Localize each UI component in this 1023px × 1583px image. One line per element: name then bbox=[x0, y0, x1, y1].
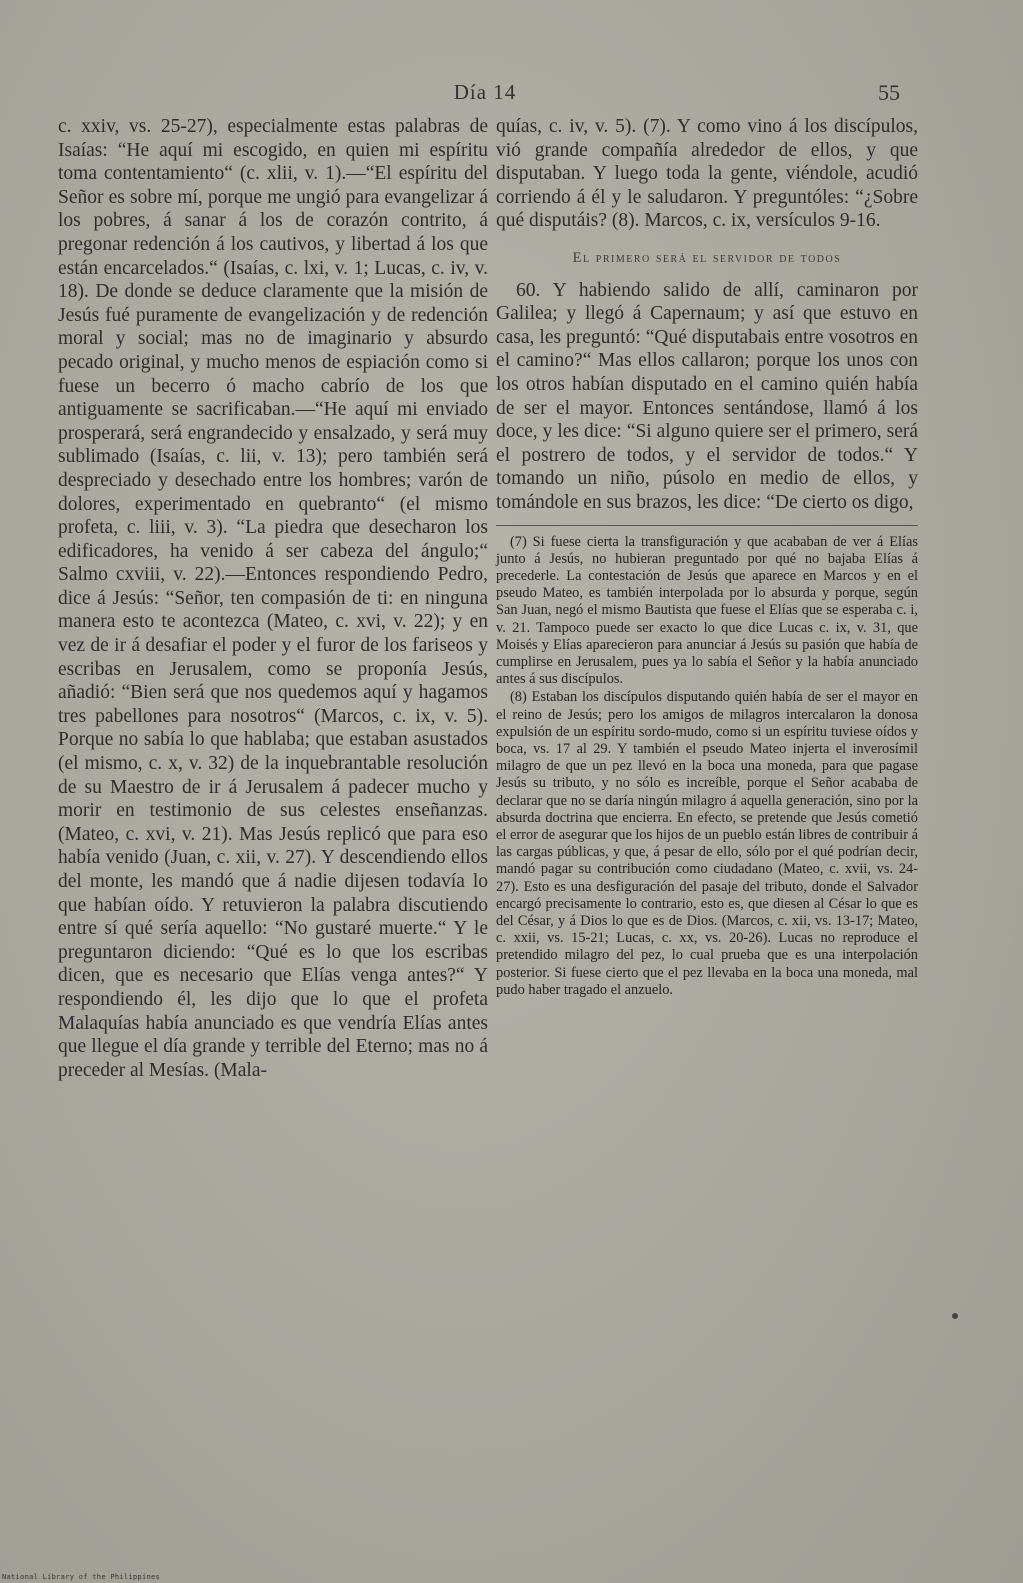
footnote-divider bbox=[496, 525, 918, 526]
right-column-intro: quías, c. iv, v. 5). (7). Y como vino á los discípulos, vió grande compañía alrededor de ellos, y que disputaban. Y luego toda la gente, viéndole, acudió corriendo á él y le saludaron. Y preguntóles: “¿Sobre qué disputáis? (8). Marcos, c. ix, versículos 9-16. bbox=[496, 116, 918, 232]
footnote-7: (7) Si fuese cierta la transfiguración y que acababan de ver á Elías junto á Jesús, no hubieran preguntado por qué no bajaba Elías á precederle. La contestación de Jesús que aparece en Marcos y en el pseudo Mateo, es también interpolada por lo absurda y porque, según San Juan, negó el mismo Bautista que fuese el Elías que se esperaba c. i, v. 21. Tampoco puede ser exacto lo que dice Lucas c. ix, v. 31, que Moisés y Elías aparecieron para anunciar á Jesús su pasión que había de cumplirse en Jerusalem, pues ya lo sabía el Señor y la había anunciado antes á sus discípulos. bbox=[496, 533, 918, 688]
left-column bbox=[58, 115, 488, 1082]
left-column-text: c. xxiv, vs. 25-27), especialmente estas palabras de Isaías: “He aquí mi escogido, en quien mi espíritu toma contentamiento“ (c. xlii, v. 1).—“El espíritu del Señor es sobre mí, porque me ungió para evangelizar á los pobres, á sanar á los de corazón contrito, á pregonar redención á los cautivos, y libertad á los que están encarcelados.“ (Isaías, c. lxi, v. 1; Lucas, c. iv, v. 18). De donde se deduce claramente que la misión de Jesús fué puramente de evangelización y de redención moral y social; mas no de imaginario y absurdo pecado original, y mucho menos de espiación como si fuese un becerro ó macho cabrío de los que antiguamente se sacrificaban.—“He aquí mi enviado prosperará, será engrandecido y ensalzado, y será muy sublimado (Isaías, c. lii, v. 13); pero también será despreciado y desechado entre los hombres; varón de dolores, experimentado en quebranto“ (el mismo profeta, c. liii, v. 3). “La piedra que desecharon los edificadores, ha venido á ser cabeza del ángulo;“ Salmo cxviii, v. 22).—Entonces respondiendo Pedro, dice á Jesús: “Señor, ten compasión de ti: en ninguna manera esto te acontezca (Mateo, c. xvi, v. 22); y en vez de ir á desafiar el poder y el furor de los fariseos y escribas en Jerusalem, como se proponía Jesús, añadió: “Bien será que nos quedemos aquí y hagamos tres pabellones para nosotros“ (Marcos, c. ix, v. 5). Porque no sabía lo que hablaba; que estaban asustados (el mismo, c. x, v. 32) de la inquebrantable resolución de su Maestro de ir á Jerusalem á padecer mucho y morir en testimonio de sus celestes enseñanzas. (Mateo, c. xvi, v. 21). Mas Jesús replicó que para eso había venido (Juan, c. xii, v. 27). Y descendiendo ellos del monte, les mandó que á nadie dijesen todavía lo que habían oído. Y retuvieron la palabra discutiendo entre sí qué sería aquello: “No gustaré muerte.“ Y le preguntaron diciendo: “Qué es lo que los escribas dicen, que es necesario que Elías venga antes?“ Y respondiendo él, les dijo que lo que el profeta Malaquías había anunciado es que vendría Elías antes que llegue el día grande y terrible del Eterno; mas no á preceder al Mesías. (Mala- bbox=[58, 116, 488, 1081]
section-title: El primero será el servidor de todos bbox=[572, 249, 842, 266]
footnotes bbox=[496, 534, 918, 999]
paragraph-60: 60. Y habiendo salido de allí, caminaron por Galilea; y llegó á Capernaum; y así que estuvo en casa, les preguntó: “Qué disputabais entre vosotros en el camino?“ Mas ellos callaron; porque los unos con los otros habían disputado en el camino quién había de ser el mayor. Entonces sentándose, llamó á los doce, y les dice: “Si alguno quiere ser el primero, será el postrero de todos, y el servidor de todos.“ Y tomando un niño, púsolo en medio de ellos, y tomándole en sus brazos, les dice: “De cierto os digo, bbox=[496, 279, 918, 513]
running-title: Día 14 bbox=[453, 80, 517, 104]
footnote-8: (8) Estaban los discípulos disputando quién había de ser el mayor en el reino de Jesús; pero los amigos de milagros intercalaron la donosa expulsión de un espíritu sordo-mudo, como si un espíritu tuviese oídos y boca, vs. 17 al 29. Y también el pseudo Mateo injerta el inverosímil milagro de que un pez llevó en la boca una moneda, para que pagase Jesús su tributo, y no sólo es increíble, porque el Señor acababa de declarar que no se daría ningún milagro á aquella generación, sino por la absurda doctrina que encierra. En efecto, se pretende que Jesús cometió el error de asegurar que los hijos de un pueblo están libres de contribuir á las cargas públicas, y que, á pesar de ello, sólo por el qué podrían decir, mandó pagar su contribución como ciudadano (Mateo, c. xvii, vs. 24-27). Esto es una desfiguración del pasaje del tributo, donde el Salvador encargó precisamente lo contrario, esto es, que diesen al César lo que es del César, y á Dios lo que es de Dios. (Marcos, c. xii, vs. 13-17; Mateo, c. xxii, vs. 15-21; Lucas, c. xx, vs. 20-26). Lucas no reproduce el pretendido milagro del pez, lo cual prueba que es una interpolación posterior. Si fuese cierto que el pez llevaba en la boca una moneda, mal pudo haber tragado el anzuelo. bbox=[496, 689, 918, 998]
page-header bbox=[60, 80, 910, 110]
right-column bbox=[496, 115, 918, 1000]
page-number: 55 bbox=[878, 80, 900, 105]
library-credit: National Library of the Philippines bbox=[2, 1573, 161, 1581]
margin-mark bbox=[952, 1313, 958, 1319]
